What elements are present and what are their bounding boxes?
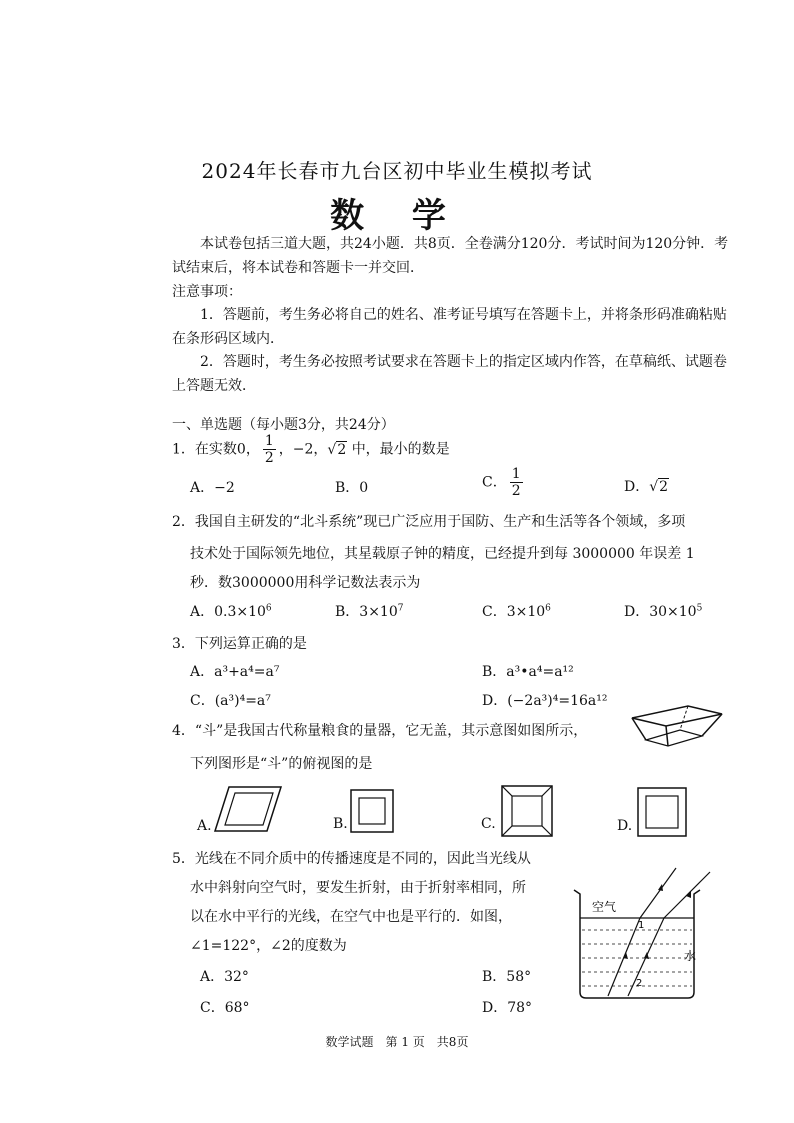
q5-option-d: D．78° <box>482 1000 533 1016</box>
q1-sqrt-val: 2 <box>337 441 347 458</box>
q1-sqrt <box>327 442 347 458</box>
q3-option-d: D．(−2a³)⁴=16a¹² <box>482 693 608 709</box>
q2-d-exp: 5 <box>696 603 703 614</box>
q2-line-3: 秒．数3000000用科学记数法表示为 <box>190 575 421 591</box>
q1-mid: ，−2， <box>278 441 328 458</box>
q4-option-c: C. <box>481 816 496 832</box>
q4-option-b: B. <box>333 816 348 832</box>
label-water: 水 <box>684 949 697 963</box>
q4-option-d-figure <box>637 787 687 837</box>
q4-option-a: A. <box>197 818 212 834</box>
label-angle-2: 2 <box>636 978 643 989</box>
q4-line-2: 下列图形是“斗”的俯视图的是 <box>190 756 373 772</box>
q2-b-exp: 7 <box>397 603 404 614</box>
section-1-title: 一、单选题（每小题3分，共24分） <box>172 417 395 433</box>
q4-option-c-figure <box>501 785 553 837</box>
notice-1: 1．答题前，考生务必将自己的姓名、准考证号填写在答题卡上，并将条形码准确粘贴在条形码区域内． <box>172 307 727 347</box>
label-angle-1: 1 <box>638 920 645 931</box>
q2-line-2: 技术处于国际领先地位，其星载原子钟的精度，已经提升到每 3000000 年误差 1 <box>190 546 695 562</box>
q2-b-text: B．3×10 <box>335 604 398 620</box>
q1-frac-num: 1 <box>264 433 274 449</box>
label-air: 空气 <box>592 900 617 914</box>
intro-text: 本试卷包括三道大题，共24小题．共8页．全卷满分120分．考试时间为120分钟．考试结束后，将本试卷和答题卡一并交回． <box>172 236 729 276</box>
q1-c-fraction <box>510 466 523 499</box>
notice-title: 注意事项： <box>172 284 242 300</box>
q5-line-1: 5．光线在不同介质中的传播速度是不同的，因此当光线从 <box>172 851 531 867</box>
q5-option-a: A．32° <box>200 969 249 985</box>
q1-d-val: 2 <box>659 479 669 495</box>
q2-option-a <box>190 601 272 621</box>
q3-stem: 3．下列运算正确的是 <box>172 636 307 652</box>
question-1-stem <box>172 433 450 466</box>
q5-option-c: C．68° <box>200 1000 250 1016</box>
q4-option-d: D. <box>617 818 633 834</box>
q1-fraction <box>263 433 276 466</box>
refraction-figure <box>568 866 718 1006</box>
q2-d-text: D．30×10 <box>624 604 697 620</box>
sqrt-icon: √ <box>327 441 337 458</box>
exam-title: 2024年长春市九台区初中毕业生模拟考试 <box>201 159 593 183</box>
q1-c-label: C． <box>482 474 507 491</box>
notice-2: 2．答题时，考生务必按照考试要求在答题卡上的指定区域内作答，在草稿纸、试题卷上答题无效． <box>172 354 727 394</box>
q5-option-b: B．58° <box>482 969 532 985</box>
q4-line-1: 4．“斗”是我国古代称量粮食的量器，它无盖，其示意图如图所示， <box>172 723 588 739</box>
q1-option-a: A．−2 <box>190 480 235 496</box>
q1-c-den: 2 <box>511 483 521 499</box>
q2-c-exp: 6 <box>545 603 551 614</box>
q5-line-2: 水中斜射向空气时，要发生折射，由于折射率相同，所 <box>190 880 526 896</box>
page-footer: 数学试题 第 1 页 共8页 <box>325 1035 469 1049</box>
q2-option-c <box>482 601 551 621</box>
q2-option-d <box>624 601 702 621</box>
q5-line-3: 以在水中平行的光线，在空气中也是平行的．如图， <box>190 909 512 925</box>
q1-frac-den: 2 <box>264 450 274 466</box>
q1-option-b: B．0 <box>335 480 369 496</box>
q1-suffix: 中，最小的数是 <box>351 441 450 458</box>
q1-c-num: 1 <box>511 466 521 482</box>
q3-option-a: A．a³+a⁴=a⁷ <box>190 664 280 680</box>
q3-option-c: C．(a³)⁴=a⁷ <box>190 693 271 709</box>
q1-d-sqrt <box>649 479 669 495</box>
q2-line-1: 2．我国自主研发的“北斗系统”现已广泛应用于国防、生产和生活等各个领域，多项 <box>172 514 686 530</box>
q4-option-b-figure <box>350 789 394 833</box>
q2-option-b <box>335 601 403 621</box>
q3-option-b: B．a³•a⁴=a¹² <box>482 664 574 680</box>
dou-3d-figure <box>630 704 726 768</box>
q1-option-c <box>482 466 526 499</box>
q2-a-text: A．0.3×10 <box>190 604 266 620</box>
q2-c-text: C．3×10 <box>482 604 546 620</box>
sqrt-icon: √ <box>649 479 659 495</box>
q2-a-exp: 6 <box>265 603 272 614</box>
q1-prefix: 1．在实数0， <box>172 441 260 458</box>
q1-d-label: D． <box>624 479 650 495</box>
q4-option-a-figure <box>213 785 283 835</box>
q1-option-d <box>624 476 669 496</box>
subject-title: 数 学 <box>330 196 464 236</box>
q5-line-4: ∠1=122°，∠2的度数为 <box>190 938 347 954</box>
